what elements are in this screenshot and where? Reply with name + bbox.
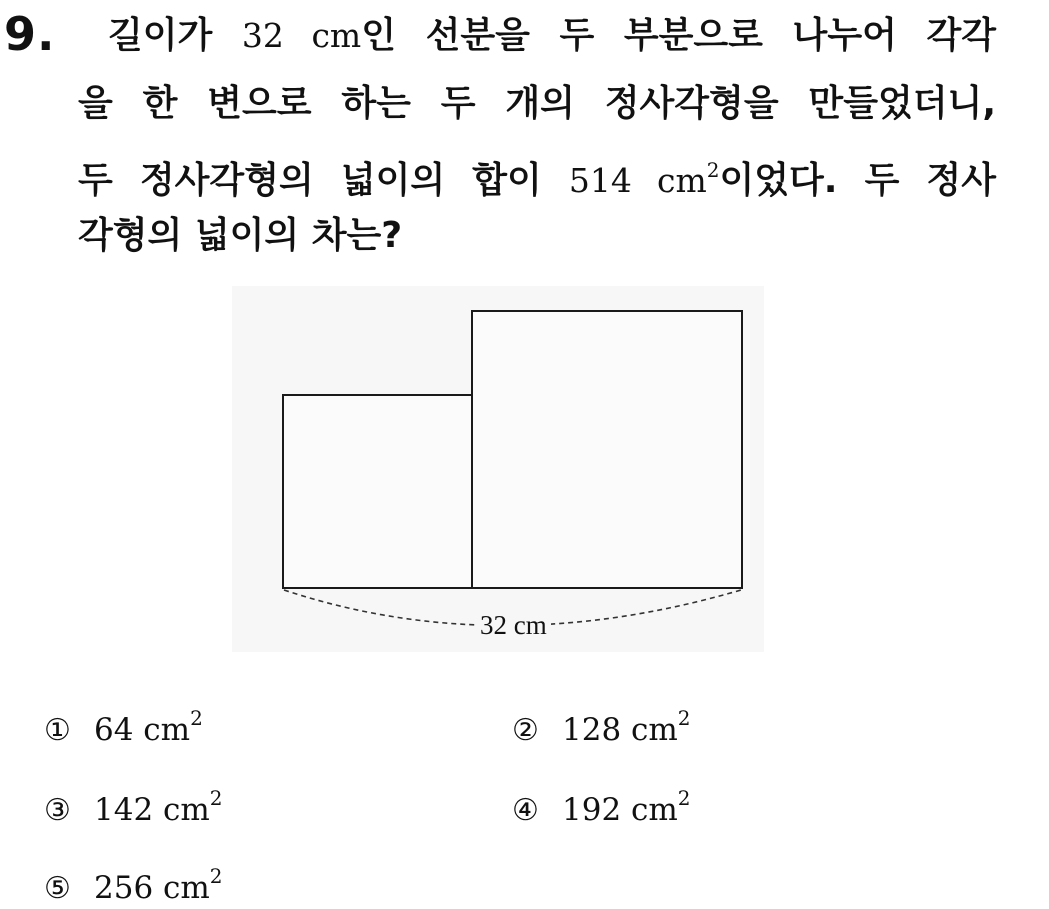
choice-value: 128 cm (562, 712, 678, 748)
squares-figure (232, 286, 764, 652)
question-line-2 (78, 82, 996, 126)
choice-1[interactable] (44, 698, 203, 751)
choice-exponent: 2 (677, 706, 691, 730)
question-text: 인 선분을 두 부분으로 나누어 각각 (361, 15, 996, 56)
dimension-label: 32 cm (476, 609, 551, 641)
choice-exponent: 2 (190, 706, 203, 730)
choice-exponent: 2 (677, 786, 691, 810)
choice-4[interactable] (512, 778, 691, 831)
question-line-3 (78, 148, 996, 203)
choice-2[interactable] (512, 698, 691, 751)
question-number: 9. (4, 7, 56, 61)
area-sum: 514 cm (568, 161, 707, 200)
choice-value: 256 cm (94, 870, 210, 906)
choice-5[interactable] (44, 856, 223, 909)
segment-length: 32 cm (241, 16, 362, 55)
choice-exponent: 2 (209, 864, 223, 888)
choice-value: 192 cm (562, 792, 678, 828)
question-text: 이었다. 두 정사 (719, 160, 996, 201)
choice-exponent: 2 (209, 786, 223, 810)
choice-value: 142 cm (94, 792, 210, 828)
area-exponent: 2 (706, 158, 720, 182)
question-text: 두 정사각형의 넓이의 합이 (78, 160, 569, 201)
question-text: 길이가 (108, 15, 242, 56)
question-line-1 (108, 14, 996, 58)
question-line-4 (78, 214, 402, 258)
choice-3[interactable] (44, 778, 223, 831)
choice-marker: ① (44, 713, 71, 748)
question-text: 각형의 넓이의 차는? (78, 215, 403, 256)
question-text: 을 한 변으로 하는 두 개의 정사각형을 만들었더니, (78, 83, 996, 124)
choice-marker: ② (512, 713, 539, 748)
choice-value: 64 cm (94, 712, 191, 748)
choice-marker: ⑤ (44, 871, 71, 906)
choice-marker: ③ (44, 793, 71, 828)
choice-marker: ④ (512, 793, 539, 828)
dimension-arc (232, 286, 764, 652)
